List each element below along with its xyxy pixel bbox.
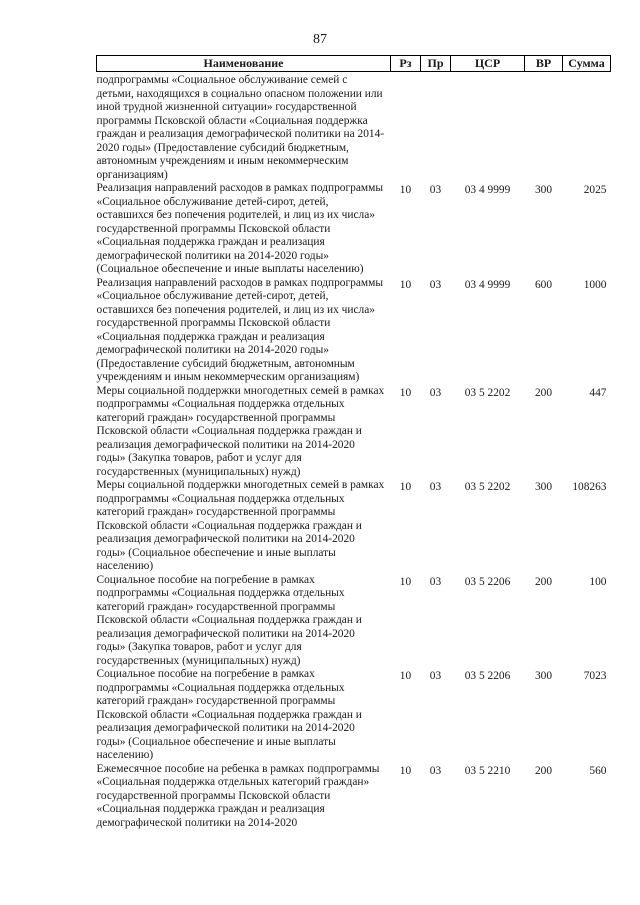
header-csr: ЦСР [451, 56, 525, 72]
row-pr: 03 [429, 278, 442, 291]
row-vr: 200 [534, 386, 553, 399]
row-csr: 03 5 2210 [464, 764, 511, 777]
row-pr: 03 [429, 670, 442, 682]
table-header-row [97, 56, 611, 72]
row-sum: 108263 [572, 481, 607, 493]
row-vr: 300 [534, 184, 553, 196]
row-pr: 03 [429, 481, 442, 493]
header-name: Наименование [97, 56, 391, 72]
row-rz: 10 [399, 386, 412, 399]
row-sum: 7023 [583, 670, 607, 682]
row-vr: 200 [534, 764, 553, 777]
row-pr: 03 [429, 184, 442, 196]
header-rz: Рз [391, 56, 421, 72]
row-sum: 1000 [583, 278, 607, 291]
row-name: Реализация направлений расходов в рамках подпрограммы «Социальное обслуживание детей-сирот, детей, оставшихся без попечения родителей, и лиц из их числа» государственной программы Псковской области «Социальная поддержка граждан и реализация демографической политики на 2014-2020 годы» (Социальное обеспечение и иные выплаты населению) [96, 182, 383, 275]
row-name: Социальное пособие на погребение в рамках подпрограммы «Социальная поддержка отдельных категорий граждан» государственной программы Псковской области «Социальная поддержка граждан и реализация демографической политики на 2014-2020 годы» (Социальное обеспечение и иные выплаты населению) [96, 668, 362, 761]
row-vr: 200 [534, 575, 553, 588]
table-row [97, 763, 611, 831]
row-rz: 10 [399, 278, 412, 291]
row-csr: 03 5 2202 [464, 481, 511, 493]
row-name: Ежемесячное пособие на ребенка в рамках подпрограммы «Социальная поддержка отдельных категорий граждан» государственной программы Псковской области «Социальная поддержка граждан и реализация демографической политики на 2014-2020 [96, 762, 380, 829]
table-row [97, 182, 611, 277]
table-row [97, 574, 611, 669]
row-vr: 300 [534, 481, 553, 493]
row-name: Меры социальной поддержки многодетных семей в рамках подпрограммы «Социальная поддержка отдельных категорий граждан» государственной программы Псковской области «Социальная поддержка граждан и реализация демографической политики на 2014-2020 годы» (Закупка товаров, работ и услуг для государственных (муниципальных) нужд) [96, 384, 385, 478]
row-csr: 03 4 9999 [464, 278, 511, 291]
row-pr: 03 [429, 575, 442, 588]
row-sum: 560 [589, 764, 607, 777]
row-csr: 03 4 9999 [464, 184, 511, 196]
row-sum: 100 [589, 575, 607, 588]
table-row [97, 668, 611, 763]
row-pr: 03 [429, 764, 442, 777]
row-rz: 10 [399, 670, 412, 682]
row-name: Меры социальной поддержки многодетных семей в рамках подпрограммы «Социальная поддержка отдельных категорий граждан» государственной программы Псковской области «Социальная поддержка граждан и реализация демографической политики на 2014-2020 годы» (Социальное обеспечение и иные выплаты населению) [96, 479, 385, 572]
row-name: Реализация направлений расходов в рамках подпрограммы «Социальное обслуживание детей-сирот, детей, оставшихся без попечения родителей, и лиц из их числа» государственной программы Псковской области «Социальная поддержка граждан и реализация демографической политики на 2014-2020 годы» (Предоставление субсидий бюджетным, автономным учреждениям и иным некоммерческим организациям) [96, 276, 383, 383]
row-rz: 10 [399, 481, 412, 493]
row-rz: 10 [399, 184, 412, 196]
row-csr: 03 5 2206 [464, 670, 511, 682]
table-row [97, 479, 611, 574]
row-vr: 600 [534, 278, 553, 291]
table-row [97, 277, 611, 385]
row-rz: 10 [399, 764, 412, 777]
row-sum: 447 [589, 386, 607, 399]
row-vr: 300 [534, 670, 553, 682]
table-row [97, 385, 611, 480]
row-sum: 2025 [583, 184, 607, 196]
header-sum: Сумма [563, 56, 611, 72]
row-csr: 03 5 2202 [464, 386, 511, 399]
page-number: 87 [313, 32, 327, 47]
header-pr: Пр [421, 56, 451, 72]
budget-table [96, 55, 611, 830]
row-pr: 03 [429, 386, 442, 399]
row-rz: 10 [399, 575, 412, 588]
row-csr: 03 5 2206 [464, 575, 511, 588]
header-vr: ВР [525, 56, 563, 72]
row-name: подпрограммы «Социальное обслуживание семей с детьми, находящихся в социально опасном положении или иной трудной жизненной ситуации» государственной программы Псковской области «Социальная поддержка граждан и реализация демографической политики на 2014-2020 годы» (Предоставление субсидий бюджетным, автономным учреждениям и иным некоммерческим организациям) [96, 74, 385, 181]
row-name: Социальное пособие на погребение в рамках подпрограммы «Социальная поддержка отдельных категорий граждан» государственной программы Псковской области «Социальная поддержка граждан и реализация демографической политики на 2014-2020 годы» (Закупка товаров, работ и услуг для государственных (муниципальных) нужд) [96, 573, 362, 667]
table-row-continuation [97, 72, 611, 183]
